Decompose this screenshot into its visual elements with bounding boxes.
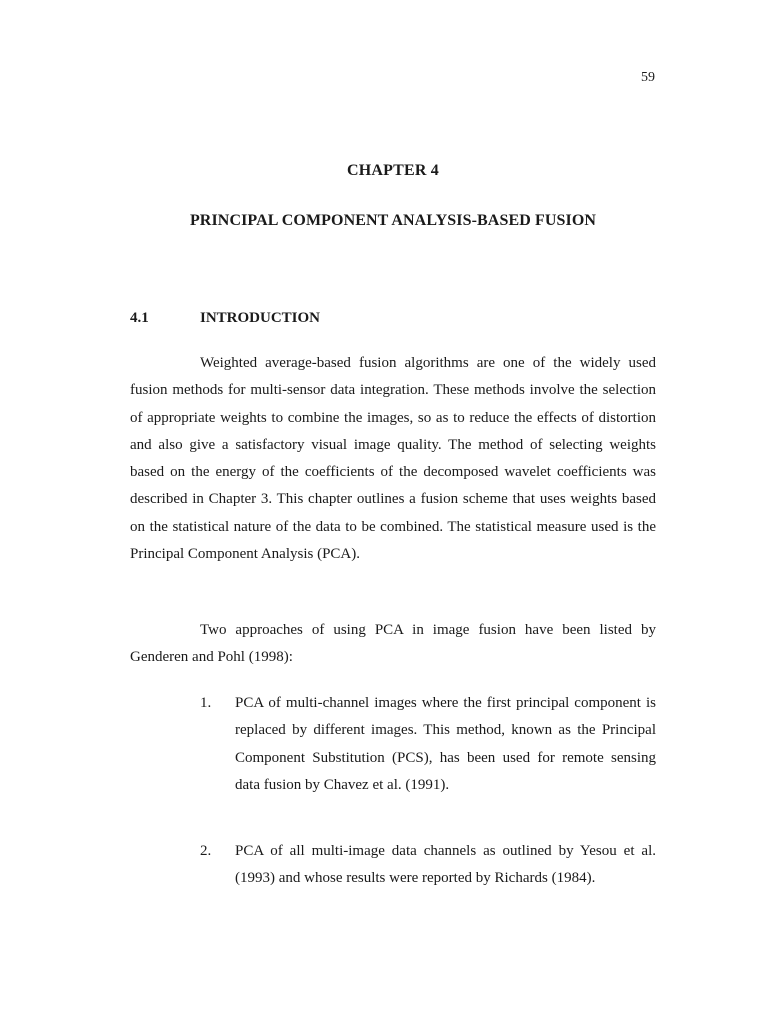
section-number: 4.1 (130, 310, 149, 326)
list-item-text: PCA of multi-channel images where the first principal component is replaced by different images. This method, known as the Principal Component Substitution (PCS), has been used for remote sensing data fusion by Chavez et al. (1991). (235, 695, 656, 793)
list-marker: 1. (200, 695, 212, 711)
list-marker: 2. (200, 843, 212, 859)
section-heading (130, 310, 320, 327)
numbered-list (200, 838, 656, 893)
list-item (200, 690, 656, 799)
section-title: INTRODUCTION (200, 310, 321, 326)
numbered-list (200, 690, 656, 799)
chapter-label: CHAPTER 4 (346, 162, 440, 179)
chapter-title: PRINCIPAL COMPONENT ANALYSIS-BASED FUSION (189, 212, 597, 229)
list-item (200, 838, 656, 893)
list-item-text: PCA of all multi-image data channels as outlined by Yesou et al. (1993) and whose results were reported by Richards (1984). (235, 843, 656, 887)
paragraph: Two approaches of using PCA in image fusion have been listed by Genderen and Pohl (1998): (130, 622, 656, 666)
page-number: 59 (641, 70, 655, 85)
paragraph: Weighted average-based fusion algorithms are one of the widely used fusion methods for multi-sensor data integration. These methods involve the selection of appropriate weights to combine the images, so as to reduce the effects of distortion and also give a satisfactory visual image quality. The method of selecting weights based on the energy of the coefficients of the decomposed wavelet coefficients was described in Chapter 3. This chapter outlines a fusion scheme that uses weights based on the statistical nature of the data to be combined. The statistical measure used is the Principal Component Analysis (PCA). (130, 355, 656, 563)
